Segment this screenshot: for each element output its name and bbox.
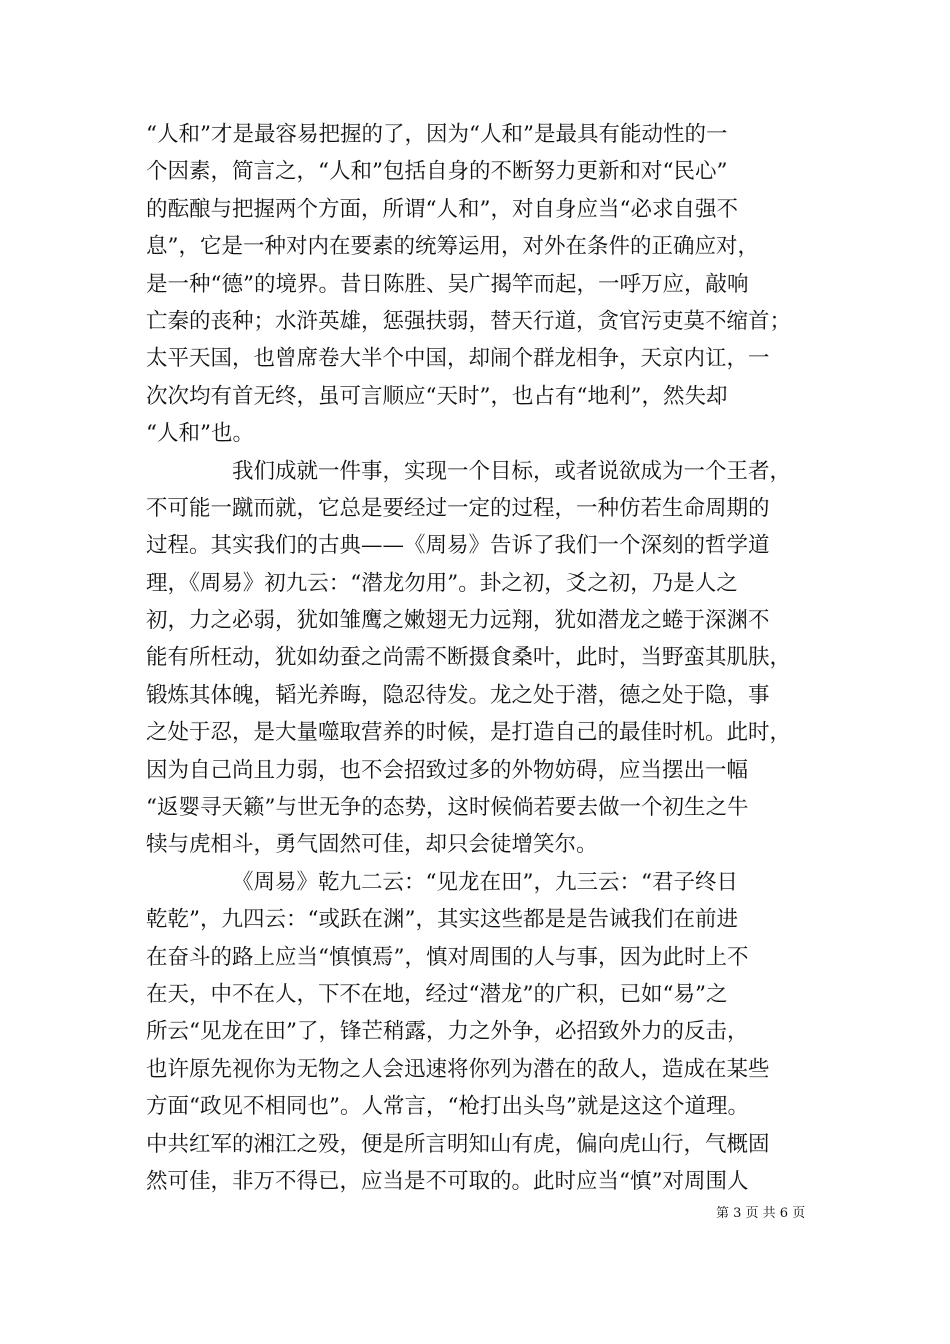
- text-line: 犊与虎相斗，勇气固然可佳，却只会徒增笑尔。: [146, 832, 598, 858]
- text-line: 在奋斗的路上应当“慎慎焉”，慎对周围的人与事，因为此时上不: [146, 944, 749, 970]
- text-line: 我们成就一件事，实现一个目标，或者说欲成为一个王者，: [232, 458, 792, 484]
- text-line: 的酝酿与把握两个方面，所谓“人和”，对自身应当“必求自强不: [146, 196, 738, 222]
- text-line: 是一种“德”的境界。昔日陈胜、吴广揭竿而起，一呼万应，敲响: [146, 271, 749, 297]
- text-line: 个因素，简言之，“人和”包括自身的不断努力更新和对“民心”: [146, 159, 728, 185]
- text-line: 过程。其实我们的古典——《周易》告诉了我们一个深刻的哲学道: [146, 533, 770, 559]
- text-line: 亡秦的丧种；水浒英雄，惩强扶弱，替天行道，贪官污吏莫不缩首；: [146, 308, 792, 334]
- page-footer: 第 3 页 共 6 页: [716, 1206, 806, 1221]
- text-line: 乾乾”，九四云：“或跃在渊”，其实这些都是是告诫我们在前进: [146, 907, 738, 933]
- text-line: 在天，中不在人，下不在地，经过“潜龙”的广积，已如“易”之: [146, 981, 728, 1007]
- text-line: 之处于忍，是大量噬取营养的时候，是打造自己的最佳时机。此时，: [146, 720, 792, 746]
- text-line: “返婴寻天籁”与世无争的态势，这时候倘若要去做一个初生之牛: [146, 795, 749, 821]
- text-line: 能有所枉动，犹如幼蚕之尚需不断摄食桑叶，此时，当野蛮其肌肤，: [146, 645, 792, 671]
- text-line: 不可能一蹴而就，它总是要经过一定的过程，一种仿若生命周期的: [146, 495, 770, 521]
- text-line: 《周易》乾九二云：“见龙在田”，九三云：“君子终日: [232, 869, 738, 895]
- text-line: 次次均有首无终，虽可言顺应“天时”，也占有“地利”，然失却: [146, 383, 728, 409]
- text-line: 方面“政见不相同也”。人常言，“枪打出头鸟”就是这这个道理。: [146, 1094, 749, 1120]
- text-line: “人和”也。: [146, 421, 254, 447]
- text-line: 息”，它是一种对内在要素的统筹运用，对外在条件的正确应对，: [146, 234, 759, 260]
- text-line: 所云“见龙在田”了，锋芒稍露，力之外争，必招致外力的反击，: [146, 1019, 749, 1045]
- text-line: 太平天国，也曾席卷大半个中国，却闹个群龙相争，天京内讧，一: [146, 346, 770, 372]
- text-line: 也许原先视你为无物之人会迅速将你列为潜在的敌人，造成在某些: [146, 1056, 770, 1082]
- document-body: [146, 116, 836, 1200]
- text-line: 然可佳，非万不得已，应当是不可取的。此时应当“慎”对周围人: [146, 1168, 749, 1194]
- text-line: 理，《周易》初九云：“潜龙勿用”。卦之初，爻之初，乃是人之: [146, 570, 738, 596]
- text-line: “人和”才是最容易把握的了，因为“人和”是最具有能动性的一: [146, 122, 728, 147]
- text-line: 初，力之必弱，犹如雏鹰之嫩翅无力远翔，犹如潜龙之蜷于深渊不: [146, 608, 770, 634]
- text-line: 中共红军的湘江之殁，便是所言明知山有虎，偏向虎山行，气概固: [146, 1131, 770, 1157]
- text-line: 因为自己尚且力弱，也不会招致过多的外物妨碍，应当摆出一幅: [146, 757, 749, 783]
- text-line: 锻炼其体魄，韬光养晦，隐忍待发。龙之处于潜，德之处于隐，事: [146, 682, 770, 708]
